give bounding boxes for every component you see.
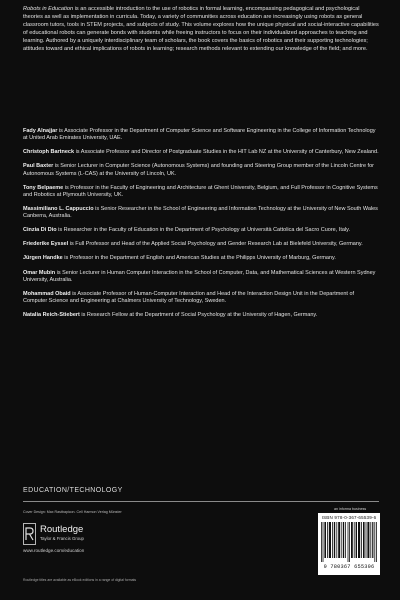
author-name: Tony Belpaeme (23, 184, 64, 191)
author-bio-text: is Senior Researcher in the School of Engineering and Information Technology at the University of New South Wales Canberra, Australia. (23, 205, 378, 220)
barcode-icon (320, 522, 378, 562)
author-bio (23, 270, 379, 284)
divider (23, 501, 379, 502)
author-bio-text: is Full Professor and Head of the Applied Social Psychology and Gender Research Lab at Bielefeld University, Germany. (68, 241, 363, 248)
author-name: Massimiliano L. Cappuccio (23, 205, 94, 212)
author-bio-text: is Professor in the Faculty of Engineering and Architecture at Ghent University, Belgium, and Full Professor in Cognitive Systems and Robotics at Plymouth University, UK. (23, 184, 378, 198)
ebook-footnote: Routledge titles are available as eBook editions in a range of digital formats (23, 578, 137, 582)
routledge-logo-icon (23, 523, 36, 545)
author-name: Omar Mubin (23, 269, 56, 276)
author-name: Christoph Bartneck (23, 149, 75, 156)
author-name: Friederike Eyssel (23, 241, 69, 248)
isbn-label: ISBN 978-0-367-65539-6 (321, 515, 377, 520)
book-description (23, 6, 379, 53)
author-bio-text: is Researcher in the Faculty of Education in the Department of Psychology at Università Cattolica del Sacro Cuore, Italy. (56, 227, 350, 234)
author-bio (23, 206, 379, 220)
author-bio (23, 255, 379, 262)
author-bio (23, 163, 379, 177)
isbn-barcode (318, 513, 380, 575)
author-name: Mohammad Obaid (23, 290, 71, 297)
author-name: Natalia Reich-Stiebert (23, 312, 80, 319)
author-bio-text: is Professor in the Department of English and American Studies at the Philipps University of Marburg, Germany. (62, 255, 336, 262)
author-bio (23, 128, 379, 142)
informa-badge: an informa business (334, 507, 367, 511)
author-bio-text: is Associate Professor in the Department of Computer Science and Software Engineering in the College of Information Technology at United Arab Emirates University, UAE. (23, 128, 376, 142)
author-bio-text: is Senior Lecturer in Human Computer Interaction in the School of Computer, Data, and Mathematical Sciences at Western Sydney University, Australia. (23, 269, 376, 283)
author-name: Fady Alnajjar (23, 128, 58, 134)
cover-credit: Cover Design: Max Rastbapicon. Cell Harmon Verlag Münster (23, 510, 122, 514)
author-bio-text: is Associate Professor of Human-Computer Interaction and Head of the Interaction Design Unit in the Department of Computer Science and Engineering at Chalmers University of Technology, Sweden. (23, 290, 355, 305)
author-name: Cinzia Di Dio (23, 227, 57, 234)
author-bio (23, 241, 379, 248)
author-bio (23, 291, 379, 305)
author-bio (23, 312, 379, 319)
author-bio (23, 227, 379, 234)
author-name: Jürgen Handke (23, 255, 63, 262)
description-text: is an accessible introduction to the use of robotics in formal learning, encompassing pedagogical and psychological theories as well as implementation in curricula. Today, a variety of communities across education are increasingly using robots as general classroom tutors, tools in STEM projects, and subjects of study. This volume explores how the unique physical and social-interactive capabilities of educational robots can generate bonds with students while freeing instructors to focus on their individualized approaches to teaching and learning. Authored by a uniquely interdisciplinary team of scholars, the book covers the basics of robotics and their supporting technologies; attitudes toward and ethical implications of robots in learning; research methods relevant to extending our knowledge of the field; and more. (23, 6, 379, 52)
publisher-subtitle: Taylor & Francis Group (40, 536, 84, 541)
author-bio-text: is Research Fellow at the Department of Social Psychology at the University of Hagen, Germany. (79, 312, 318, 319)
author-bio (23, 185, 379, 199)
subject-category: EDUCATION/TECHNOLOGY (23, 487, 123, 494)
author-bio-text: is Senior Lecturer in Computer Science (Autonomous Systems) and founding and Steering Group member of the Lincoln Centre for Autonomous Systems (L-CAS) at the University of Lincoln, UK. (23, 163, 374, 177)
author-bio-text: is Associate Professor and Director of Postgraduate Studies in the HIT Lab NZ at the University of Canterbury, New Zealand. (74, 149, 379, 156)
publisher-url[interactable]: www.routledge.com/education (23, 548, 85, 553)
author-bios (23, 128, 379, 326)
author-bio (23, 149, 379, 156)
author-name: Paul Baxter (23, 163, 54, 170)
book-title-italic: Robots in Education (23, 6, 74, 12)
isbn-digits: 9 780367 655396 (323, 564, 375, 570)
publisher-name: Routledge (40, 524, 84, 535)
